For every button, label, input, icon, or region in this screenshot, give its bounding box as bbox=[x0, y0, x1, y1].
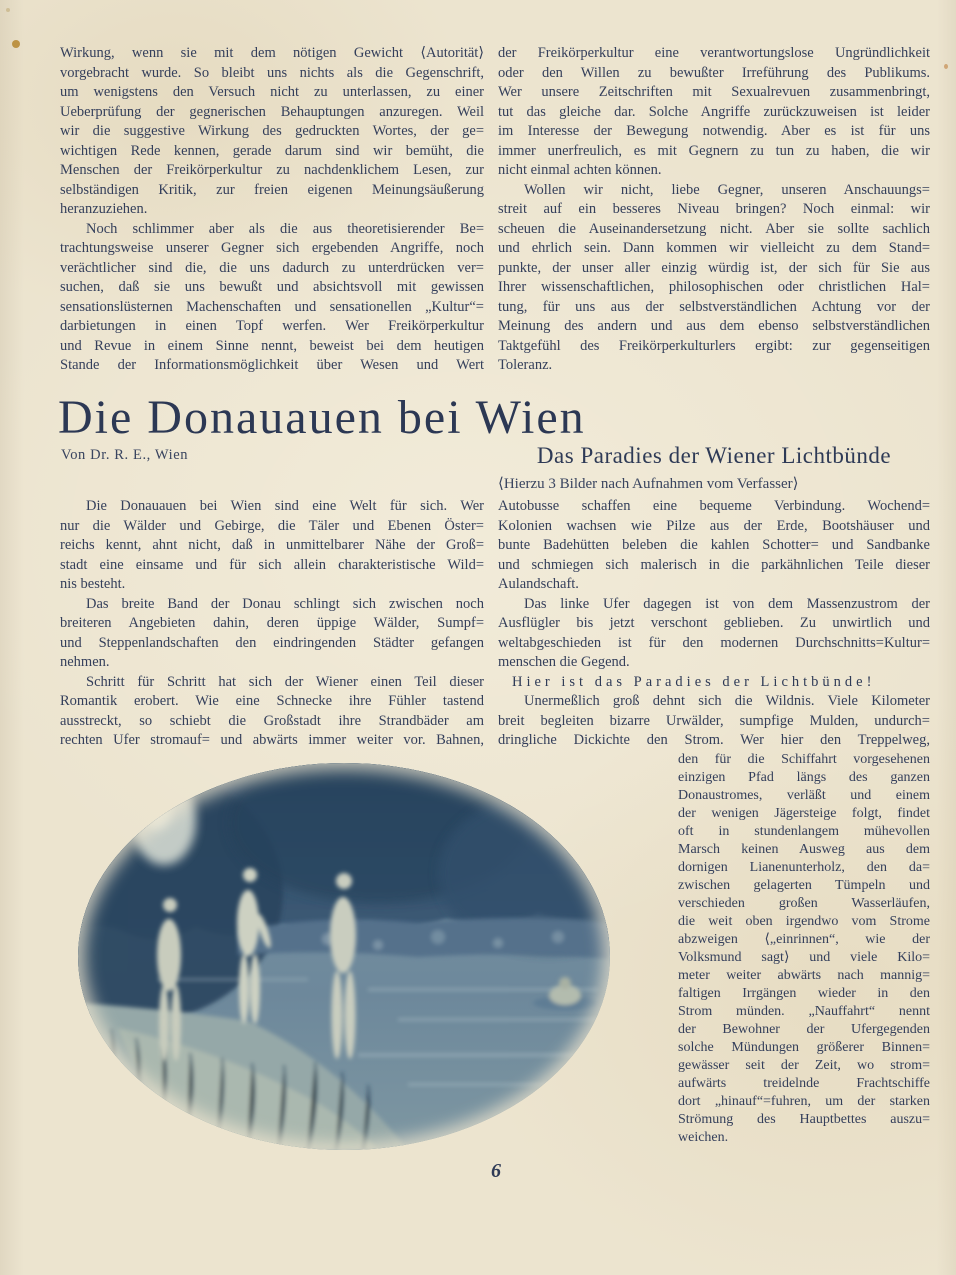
text-line: verächtlicher sind die, die uns dadurch zu unterdrücken ver= bbox=[60, 259, 484, 276]
text-line: Romantik erobert. Wie eine Schnecke ihre Fühler tastend bbox=[60, 693, 484, 709]
photo-sky-patch bbox=[132, 777, 196, 865]
text-line: dringliche Dickichte den Strom. Wer hier den Treppelweg, bbox=[498, 732, 930, 748]
text-line: Schritt für Schritt hat sich der Wiener einen Teil dieser bbox=[86, 673, 484, 690]
paragraph bbox=[60, 595, 484, 673]
text-line: nicht einmal achten können. bbox=[498, 162, 662, 178]
text-line: der Freikörperkultur eine verantwortungslose Ungründlichkeit bbox=[498, 45, 930, 61]
article-left-column bbox=[60, 497, 484, 751]
text-line: Stande der Informationsmöglichkeit über Wesen und Wert bbox=[60, 357, 484, 373]
river-photo bbox=[78, 763, 610, 1150]
text-line: reichs kennt, ahnt nicht, daß in unmittelbarer Nähe der Groß= bbox=[60, 537, 484, 553]
text-line: Wirkung, wenn sie mit dem nötigen Gewicht ⟨Autorität⟩ bbox=[60, 45, 484, 61]
paper-foxing-spot bbox=[12, 40, 20, 48]
article-title: Die Donauauen bei Wien bbox=[58, 391, 586, 444]
text-line: Autobusse schaffen eine bequeme Verbindung. Wochend= bbox=[498, 498, 930, 514]
text-line: verschieden großen Wasserläufen, bbox=[678, 895, 930, 911]
intro-right-column bbox=[498, 44, 930, 376]
text-line: Ueberprüfung der gegnerischen Behauptungen anzuregen. Weil bbox=[60, 103, 484, 120]
text-line: einzigen Pfad längs des ganzen bbox=[678, 769, 930, 785]
text-line: um wenigstens den Versuch nicht zu unterlassen, zu einer bbox=[60, 84, 484, 100]
text-line: Marsch keinen Ausweg aus dem bbox=[678, 841, 930, 857]
paper-speck bbox=[6, 8, 10, 12]
spaced-slogan-line: Hier ist das Paradies der Lichtbünde! bbox=[512, 673, 876, 690]
text-line: abzweigen ⟨„einrinnen“, wie der bbox=[678, 931, 930, 947]
text-line: scheuen die Auseinandersetzung nicht. Aber sie sollte sachlich bbox=[498, 220, 930, 237]
paragraph bbox=[498, 692, 930, 751]
text-line: tut das gleiche dar. Solche Angriffe zurückzuweisen ist leider bbox=[498, 103, 930, 120]
article-right-wide bbox=[498, 692, 930, 751]
text-line: faltigen Irrgängen wieder in den bbox=[678, 985, 930, 1001]
text-line: aufwärts treidelnde Frachtschiffe bbox=[678, 1075, 930, 1091]
text-line: gewässer seit der Zeit, wo strom= bbox=[678, 1057, 930, 1073]
text-line: Menschen der Freikörperkultur zu nachdenklichem Lesen, zur bbox=[60, 162, 484, 178]
text-line: menschen die Gegend. bbox=[498, 654, 630, 670]
text-line: zwischen gelagerten Tümpeln und bbox=[678, 877, 930, 893]
text-line: wichtigen Rede kennen, gerade darum sind wir bemüht, die bbox=[60, 142, 484, 159]
text-line: breiteren Angebieten dahin, deren üppige Wälder, Sumpf= bbox=[60, 615, 484, 631]
text-line: breit begleiten bizarre Urwälder, sumpfige Mulden, undurch= bbox=[498, 712, 930, 729]
text-line: solche Mündungen größerer Binnen= bbox=[678, 1039, 930, 1055]
subhead-note: ⟨Hierzu 3 Bilder nach Aufnahmen vom Verfasser⟩ bbox=[498, 476, 799, 492]
text-line: Taktgefühl des Freikörperkulturlers ergibt: zur gegenseitigen bbox=[498, 337, 930, 354]
text-line: darbietungen in einen Topf werfen. Wer Freikörperkultur bbox=[60, 318, 484, 334]
paragraph bbox=[498, 497, 930, 595]
text-line: bunte Badehütten beleben die kahlen Schotter= und Sandbanke bbox=[498, 537, 930, 553]
article-byline: Von Dr. R. E., Wien bbox=[61, 447, 189, 463]
paragraph bbox=[60, 673, 484, 751]
river-photo-art bbox=[78, 763, 610, 1150]
text-line: den für die Schiffahrt vorgesehenen bbox=[678, 751, 930, 767]
text-line: Strömung des Hauptbettes auszu= bbox=[678, 1111, 930, 1127]
text-line: Wollen wir nicht, liebe Gegner, unseren Anschauungs= bbox=[524, 181, 930, 198]
text-line: immer unerfreulich, es mit Gegnern zu tun zu haben, die wir bbox=[498, 142, 930, 159]
text-line: nis besteht. bbox=[60, 576, 126, 592]
article-right-top bbox=[498, 497, 930, 673]
text-line: tung, für uns aus der selbstverständlichen Achtung vor der bbox=[498, 298, 930, 315]
paragraph bbox=[60, 497, 484, 595]
text-line: meter weiter abwärts nach mannig= bbox=[678, 967, 930, 983]
text-line: Unermeßlich groß dehnt sich die Wildnis. Viele Kilometer bbox=[524, 693, 930, 709]
text-line: wir die suggestive Wirkung des gedruckten Wortes, der ge= bbox=[60, 123, 484, 139]
paragraph bbox=[498, 44, 930, 181]
text-line: Ausflügler bis jetzt verschont geblieben. Zu unwirtlich und bbox=[498, 615, 930, 631]
text-line: sensationslüsternen Machenschaften und sensationellen „Kultur“= bbox=[60, 298, 484, 315]
text-line: weichen. bbox=[678, 1129, 729, 1145]
text-line: Aulandschaft. bbox=[498, 576, 579, 592]
text-line: rechten Ufer stromauf= und abwärts immer weiter vor. Bahnen, bbox=[60, 732, 484, 748]
page-number: 6 bbox=[491, 1160, 501, 1182]
text-line: oft in stundenlangem mühevollen bbox=[678, 823, 930, 839]
text-line: streit auf ein besseres Niveau bringen? Noch einmal: wir bbox=[498, 201, 930, 217]
text-line: die weit oben irgendwo vom Strome bbox=[678, 913, 930, 929]
paper-speck bbox=[944, 64, 948, 69]
text-line: suchen, daß sie uns bewußt und absichtsvoll mit gewissen bbox=[60, 279, 484, 295]
text-line: weltabgeschieden ist für den modernen Durchschnitts=Kultur= bbox=[498, 634, 930, 651]
text-line: punkte, der unser aller einzig würdig ist, der sich für Sie aus bbox=[498, 259, 930, 276]
text-line: nur die Wälder und Gebirge, die Täler und Ebenen Öster= bbox=[60, 517, 484, 534]
text-line: und Revue in einem Sinne nennt, beweist bei dem heutigen bbox=[60, 337, 484, 354]
paragraph bbox=[60, 44, 484, 220]
text-line: der wenigen Jägersteige folgt, findet bbox=[678, 805, 930, 821]
text-line: ausstreckt, so schiebt die Großstadt ihre Strandbäder am bbox=[60, 712, 484, 729]
text-line: Meinung des andern und aus dem ebenso selbstverständlichen bbox=[498, 318, 930, 334]
text-line: dornigen Lianenunterholz, den da= bbox=[678, 859, 930, 875]
text-line: selbständigen Kritik, zur freien eigenen Meinungsäußerung bbox=[60, 181, 484, 198]
intro-left-column bbox=[60, 44, 484, 376]
text-line: Noch schlimmer aber als die aus theoretisierender Be= bbox=[86, 220, 484, 237]
text-line: und ehrlich sein. Dann kommen wir vielleicht zu dem Stand= bbox=[498, 240, 930, 256]
text-line: der Bewohner der Ufergegenden bbox=[678, 1021, 930, 1037]
text-line: und schmiegen sich malerisch in die parkähnlichen Teile dieser bbox=[498, 556, 930, 573]
text-line: Kolonien wachsen wie Pilze aus der Erde, Bootshäuser und bbox=[498, 517, 930, 534]
article-right-narrow-column bbox=[678, 751, 930, 1147]
text-line: Donaustromes, verläßt und einem bbox=[678, 787, 930, 803]
text-line: oder den Willen zu bewußter Irreführung des Publikums. bbox=[498, 64, 930, 81]
text-line: Ihrer wissenschaftlichen, philosophischen oder christlichen Hal= bbox=[498, 279, 930, 295]
article-subhead: Das Paradies der Wiener Lichtbünde bbox=[536, 443, 892, 468]
text-line: Wer unsere Zeitschriften mit Sexualrevuen zusammenbringt, bbox=[498, 84, 930, 100]
text-line: vorgebracht wurde. So bleibt uns nichts als die Gegenschrift, bbox=[60, 64, 484, 81]
text-line: Volksmund sagt⟩ und viele Kilo= bbox=[678, 949, 930, 965]
text-line: dort „hinauf“=fuhren, um der starken bbox=[678, 1093, 930, 1109]
text-line: und Steppenlandschaften den eindringenden Städter gefangen bbox=[60, 634, 484, 651]
text-line: stadt eine einsame und für sich allein charakteristische Wild= bbox=[60, 556, 484, 573]
paragraph bbox=[498, 181, 930, 376]
text-line: Das breite Band der Donau schlingt sich zwischen noch bbox=[86, 595, 484, 612]
text-line: heranzuziehen. bbox=[60, 201, 148, 217]
paragraph bbox=[498, 595, 930, 673]
paragraph bbox=[60, 220, 484, 376]
text-line: im Interesse der Bewegung notwendig. Aber es ist für uns bbox=[498, 123, 930, 139]
text-line: Das linke Ufer dagegen ist von dem Massenzustrom der bbox=[524, 595, 930, 612]
text-line: Toleranz. bbox=[498, 357, 553, 373]
text-line: Die Donauauen bei Wien sind eine Welt für sich. Wer bbox=[86, 498, 484, 514]
text-line: trachtungsweise unserer Gegner sich ergebenden Angriffe, noch bbox=[60, 240, 484, 256]
text-line: Strom münden. „Nauffahrt“ nennt bbox=[678, 1003, 930, 1019]
text-line: nehmen. bbox=[60, 654, 110, 670]
